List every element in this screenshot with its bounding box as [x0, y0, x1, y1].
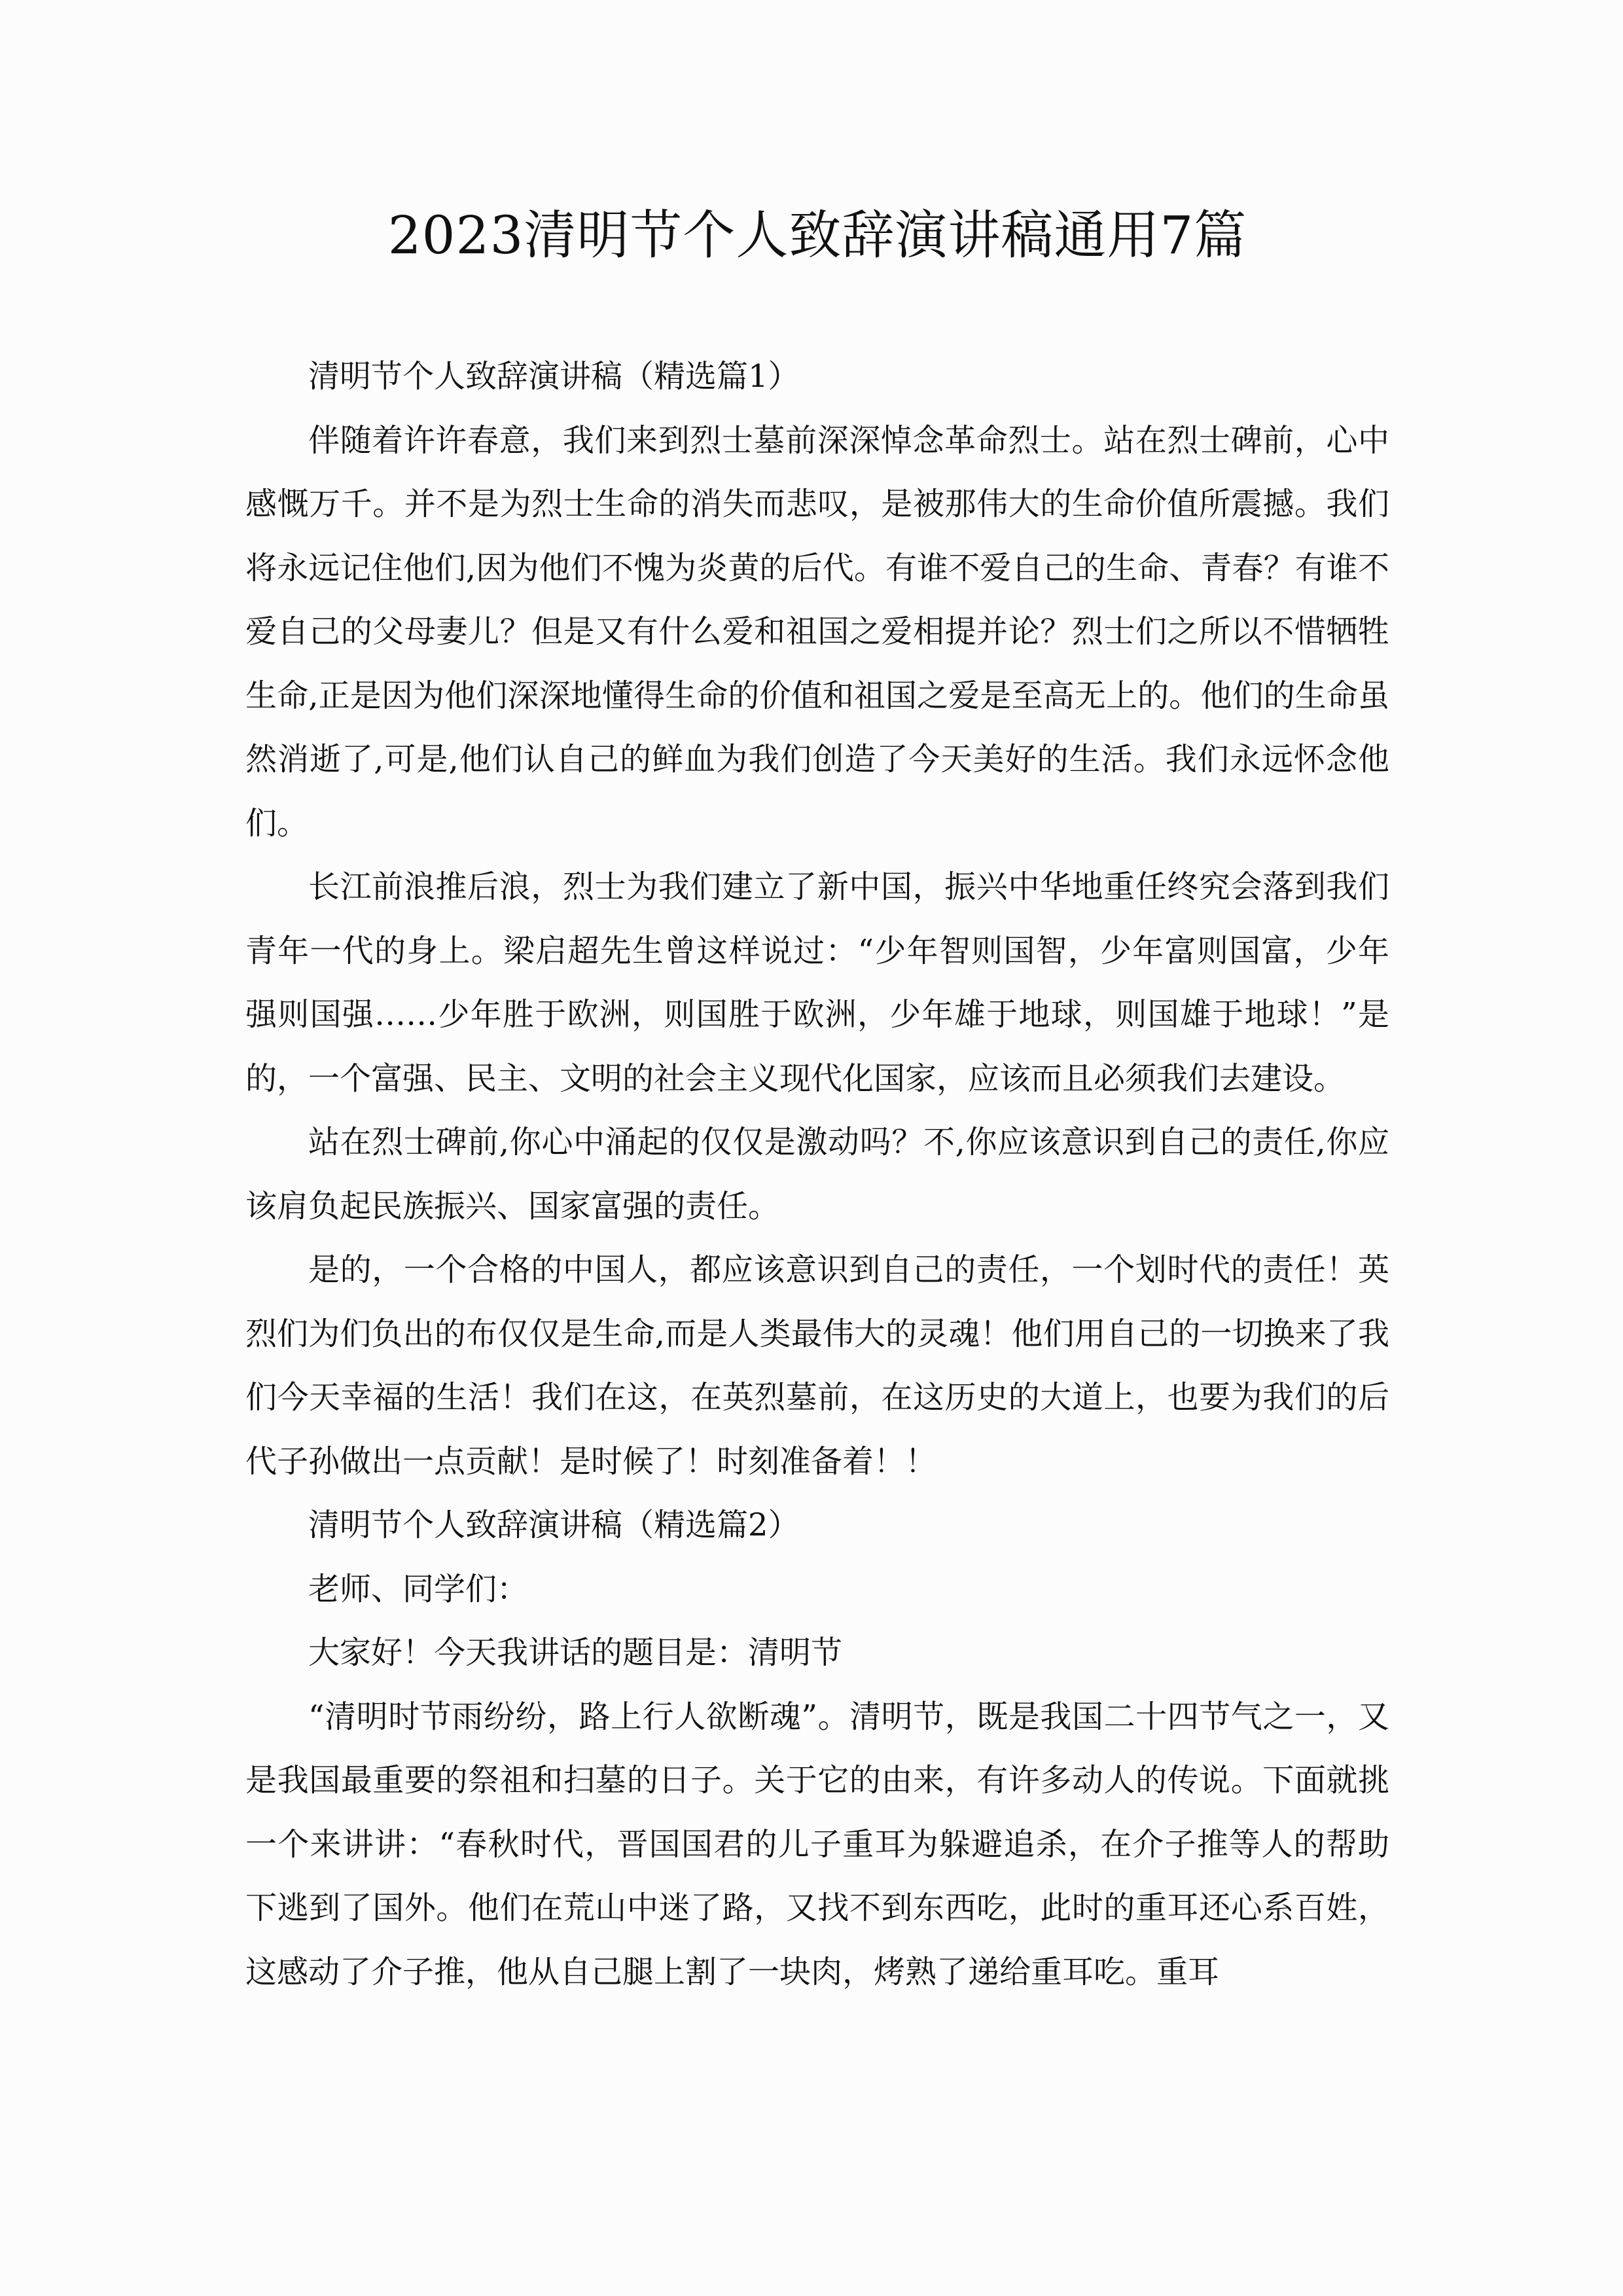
document-title: 2023清明节个人致辞演讲稿通用7篇 [387, 205, 1247, 266]
salutation: 老师、同学们： [308, 1570, 529, 1607]
paragraph: 长江前浪推后浪，烈士为我们建立了新中国，振兴中华地重任终究会落到我们青年一代的身上。梁启超先生曾这样说过：“少年智则国智，少年富则国富，少年强则国强……少年胜于欧洲，则国胜于欧洲，少年雄于地球，则国雄于地球！”是的，一个富强、民主、文明的社会主义现代化国家，应该而且必须我们去建设。 [245, 869, 1389, 1097]
greeting: 大家好！今天我讲话的题目是：清明节 [308, 1634, 843, 1671]
paragraph: 站在烈士碑前,你心中涌起的仅仅是激动吗？不,你应该意识到自己的责任,你应该肩负起民族振兴、国家富强的责任。 [245, 1124, 1389, 1225]
document-body [245, 345, 1389, 2004]
paragraph: “清明时节雨纷纷，路上行人欲断魂”。清明节，既是我国二十四节气之一，又是我国最重要的祭祖和扫墓的日子。关于它的由来，有许多动人的传说。下面就挑一个来讲讲：“春秋时代，晋国国君的儿子重耳为躲避追杀，在介子推等人的帮助下逃到了国外。他们在荒山中迷了路，又找不到东西吃，此时的重耳还心系百姓，这感动了介子推，他从自己腿上割了一块肉，烤熟了递给重耳吃。重耳 [245, 1698, 1389, 1990]
section-heading-2: 清明节个人致辞演讲稿（精选篇2） [308, 1507, 800, 1543]
section-heading-1: 清明节个人致辞演讲稿（精选篇1） [308, 358, 800, 395]
paragraph: 伴随着许许春意，我们来到烈士墓前深深悼念革命烈士。站在烈士碑前，心中感慨万千。并不是为烈士生命的消失而悲叹，是被那伟大的生命价值所震撼。我们将永远记住他们,因为他们不愧为炎黄的后代。有谁不爱自己的生命、青春？有谁不爱自己的父母妻儿？但是又有什么爱和祖国之爱相提并论？烈士们之所以不惜牺牲生命,正是因为他们深深地懂得生命的价值和祖国之爱是至高无上的。他们的生命虽然消逝了,可是,他们认自己的鲜血为我们创造了今天美好的生活。我们永远怀念他们。 [245, 422, 1389, 842]
paragraph: 是的，一个合格的中国人，都应该意识到自己的责任，一个划时代的责任！英烈们为们负出的布仅仅是生命,而是人类最伟大的灵魂！他们用自己的一切换来了我们今天幸福的生活！我们在这，在英烈墓前，在这历史的大道上，也要为我们的后代子孙做出一点贡献！是时候了！时刻准备着！！ [245, 1251, 1389, 1480]
